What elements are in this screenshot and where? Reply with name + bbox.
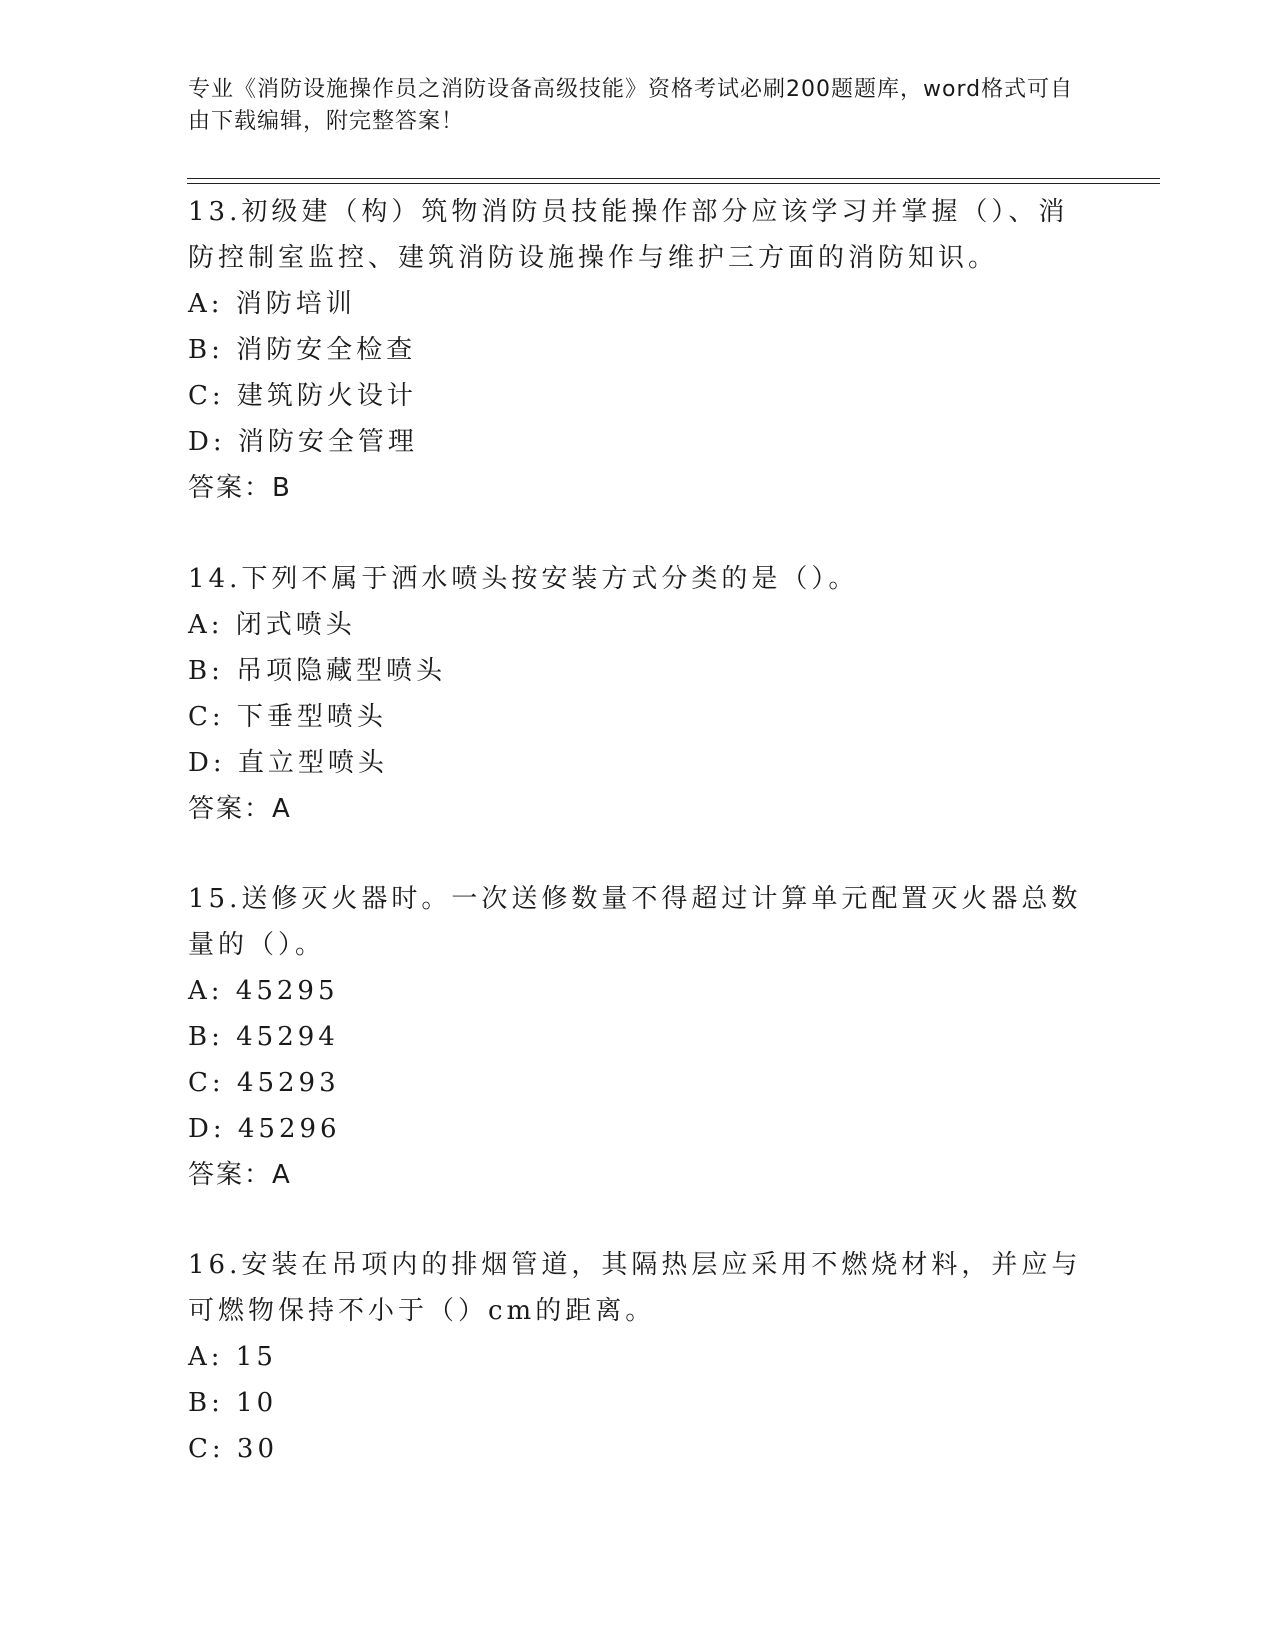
option-a: A: 闭式喷头 [188,610,356,640]
answer: 答案：A [188,1160,292,1190]
question-13 [188,189,1088,511]
option-b: B: 消防安全检查 [188,335,417,365]
option-a: A: 消防培训 [188,289,356,319]
question-stem: 13.初级建（构）筑物消防员技能操作部分应该学习并掌握（）、消防控制室监控、建筑消防设施操作与维护三方面的消防知识。 [188,197,1069,273]
option-d: D: 直立型喷头 [188,748,388,778]
option-a: A: 45295 [188,976,339,1006]
header-rule-bottom [187,183,1160,184]
answer: 答案：A [188,794,292,824]
option-b: B: 吊项隐藏型喷头 [188,656,447,686]
option-c: C: 30 [188,1434,279,1464]
question-15 [188,876,1088,1198]
option-c: C: 建筑防火设计 [188,381,417,411]
question-stem: 15.送修灭火器时。一次送修数量不得超过计算单元配置灭火器总数量的（）。 [188,884,1082,960]
question-16 [188,1242,1088,1472]
question-14 [188,556,1088,832]
option-d: D: 45296 [188,1114,341,1144]
question-stem: 16.安装在吊项内的排烟管道，其隔热层应采用不燃烧材料，并应与可燃物保持不小于（）cm的距离。 [188,1250,1082,1326]
answer: 答案：B [188,473,292,503]
option-d: D: 消防安全管理 [188,427,418,457]
document-header: 专业《消防设施操作员之消防设备高级技能》资格考试必刷200题题库，word格式可自由下载编辑，附完整答案！ [188,77,1074,134]
option-b: B: 45294 [188,1022,339,1052]
header-rule-top [187,178,1160,179]
option-b: B: 10 [188,1388,278,1418]
question-stem: 14.下列不属于洒水喷头按安装方式分类的是（）。 [188,564,859,594]
option-c: C: 下垂型喷头 [188,702,387,732]
option-a: A: 15 [188,1342,277,1372]
option-c: C: 45293 [188,1068,340,1098]
